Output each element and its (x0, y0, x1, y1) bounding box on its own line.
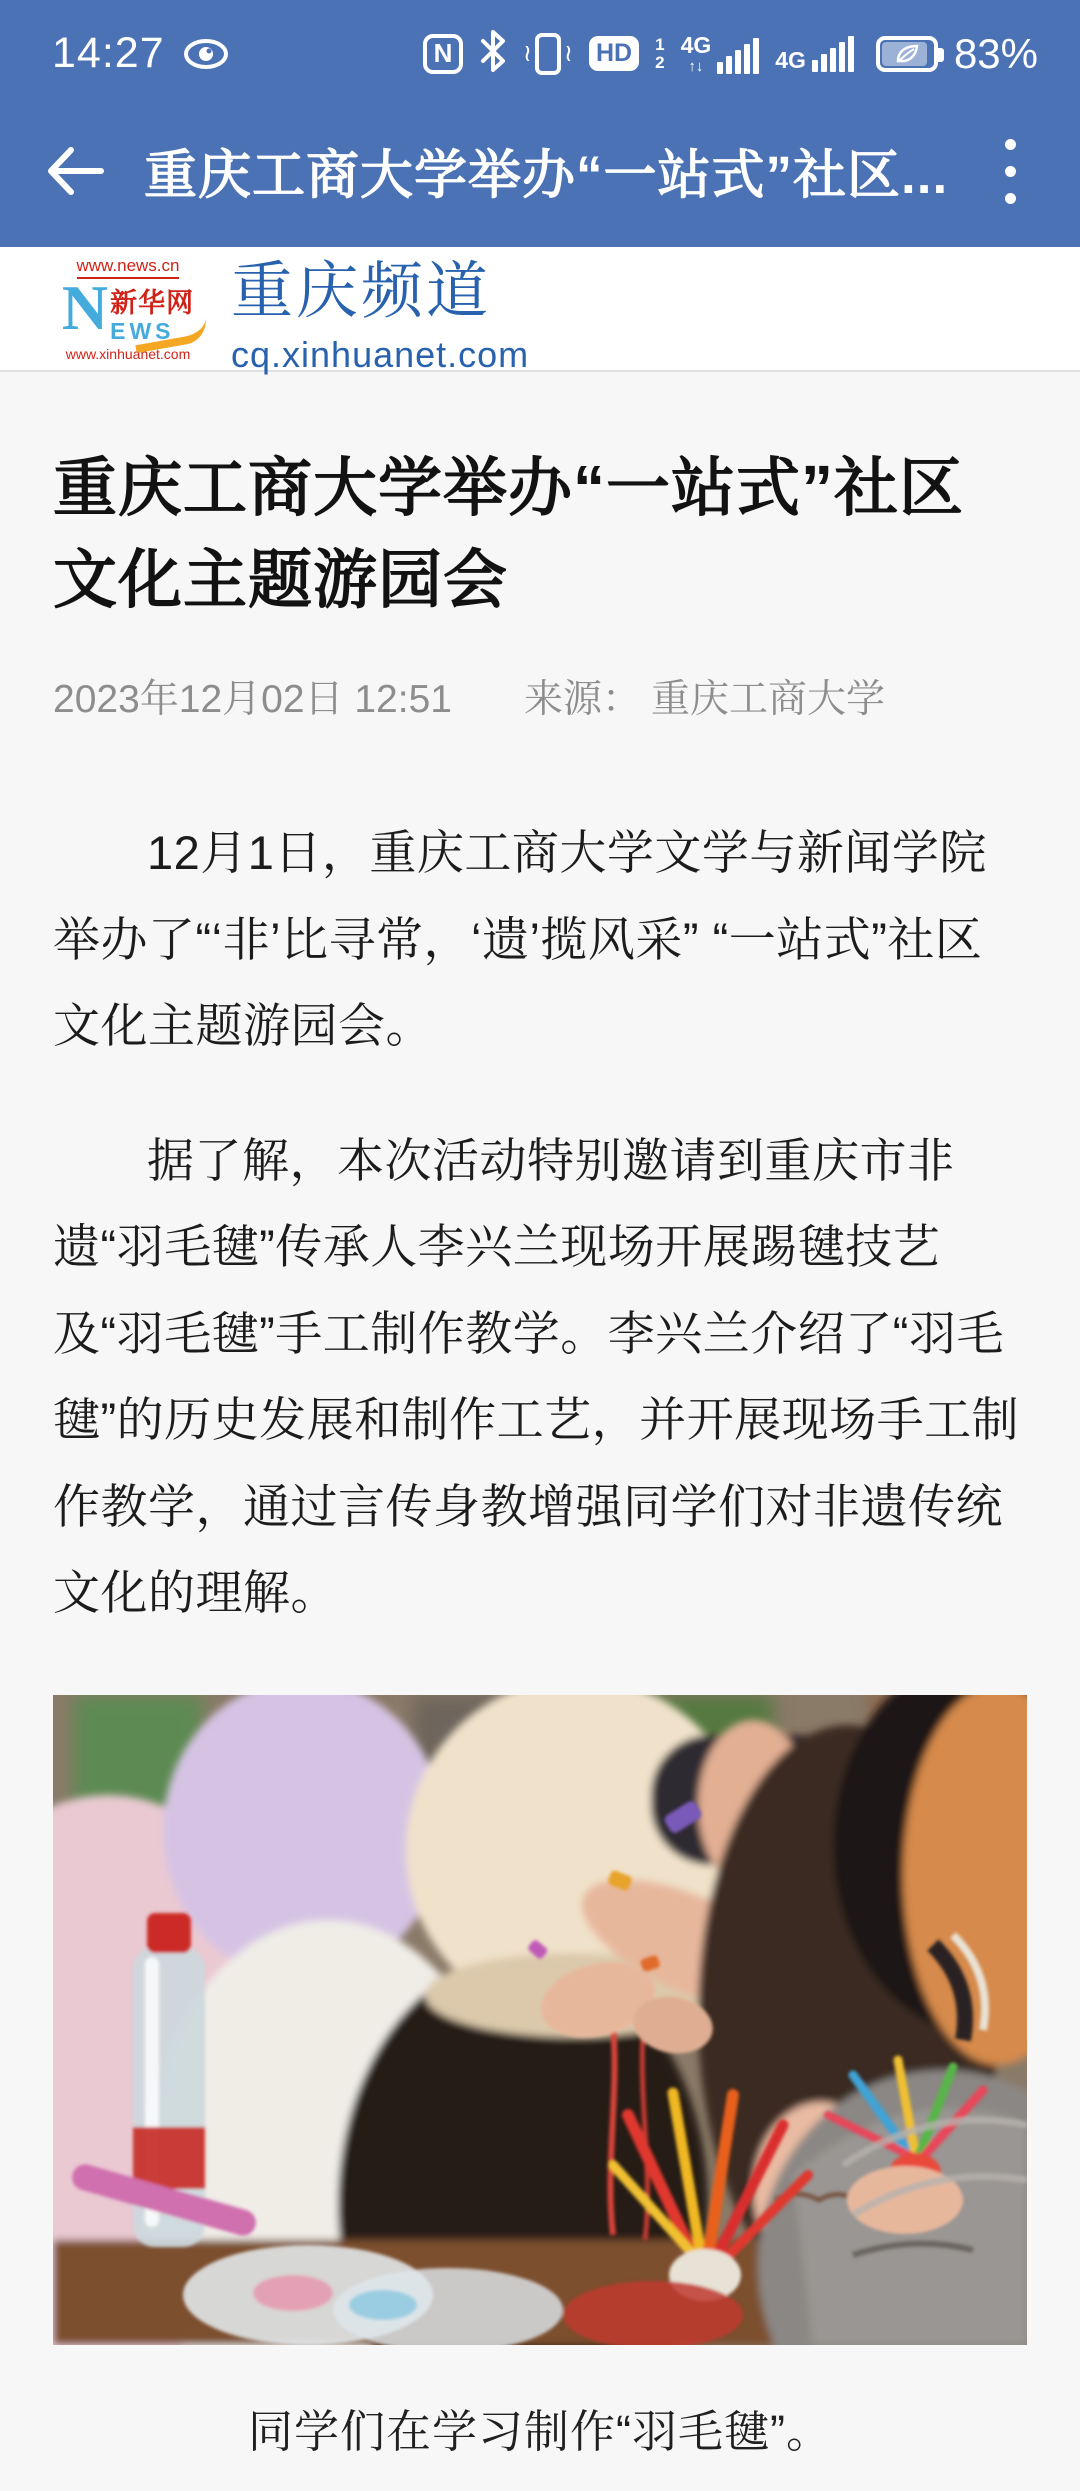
signal-bars-icon (717, 38, 759, 74)
channel-name: 重庆频道 (231, 257, 492, 326)
battery-percent: 83% (953, 29, 1038, 77)
logo-ews: EWS (110, 317, 175, 344)
eye-protection-icon (183, 37, 229, 71)
article-title: 重庆工商大学举办“一站式”社区文化主题游园会 (53, 452, 964, 617)
logo-letter-n: N (61, 271, 109, 343)
status-bar (0, 0, 1080, 95)
browser-app-bar (0, 95, 1080, 247)
channel-url: cq.xinhuanet.com (231, 334, 530, 375)
article-meta (53, 668, 1027, 724)
sim2-signal: 4G (775, 36, 854, 72)
source-value: 重庆工商大学 (650, 678, 885, 722)
clock: 14:27 (52, 29, 165, 77)
paragraph: 据了解，本次活动特别邀请到重庆市非遗“羽毛毽”传承人李兴兰现场开展踢毽技艺及“羽毛毽”手工制作教学。李兴兰介绍了“羽毛毽”的历史发展和制作工艺，并开展现场手工制作教学，通过言传身教增强同学们对非遗传统文化的理解。 (53, 1133, 1020, 1620)
article (0, 372, 1080, 2491)
logo-site-url: www.xinhuanet.com (65, 345, 191, 362)
site-header (0, 247, 1080, 375)
battery-saver-icon (876, 36, 938, 72)
signal-bars-icon (812, 36, 854, 72)
hd-sim-numbers: 1 2 (655, 34, 665, 72)
logo-news-url: www.news.cn (77, 256, 180, 279)
bluetooth-icon (479, 29, 507, 78)
photo-caption: 同学们在学习制作“羽毛毽”。 (248, 2405, 832, 2457)
back-button[interactable] (40, 136, 110, 206)
vibrate-icon: ≀ ≀ (523, 33, 573, 75)
article-body (53, 810, 1027, 1636)
sim1-signal: 4G ↑↓ (681, 34, 760, 74)
article-photo (53, 1695, 1027, 2345)
nfc-icon: N (423, 34, 463, 74)
source-label: 来源： (523, 678, 641, 722)
hd-voice-icon: HD (589, 36, 639, 71)
channel-block[interactable] (231, 241, 529, 376)
overflow-menu-button[interactable] (980, 126, 1040, 216)
logo-chinese-name: 新华网 (110, 287, 195, 318)
paragraph: 12月1日，重庆工商大学文学与新闻学院举办了“‘非’比寻常，‘遗’揽风采” “一站式”社区文化主题游园会。 (53, 826, 987, 1053)
xinhuanet-logo[interactable] (53, 256, 203, 362)
page-title: 重庆工商大学举办“一站式”社区... (144, 146, 949, 205)
article-date: 2023年12月02日 12:51 (53, 678, 452, 722)
